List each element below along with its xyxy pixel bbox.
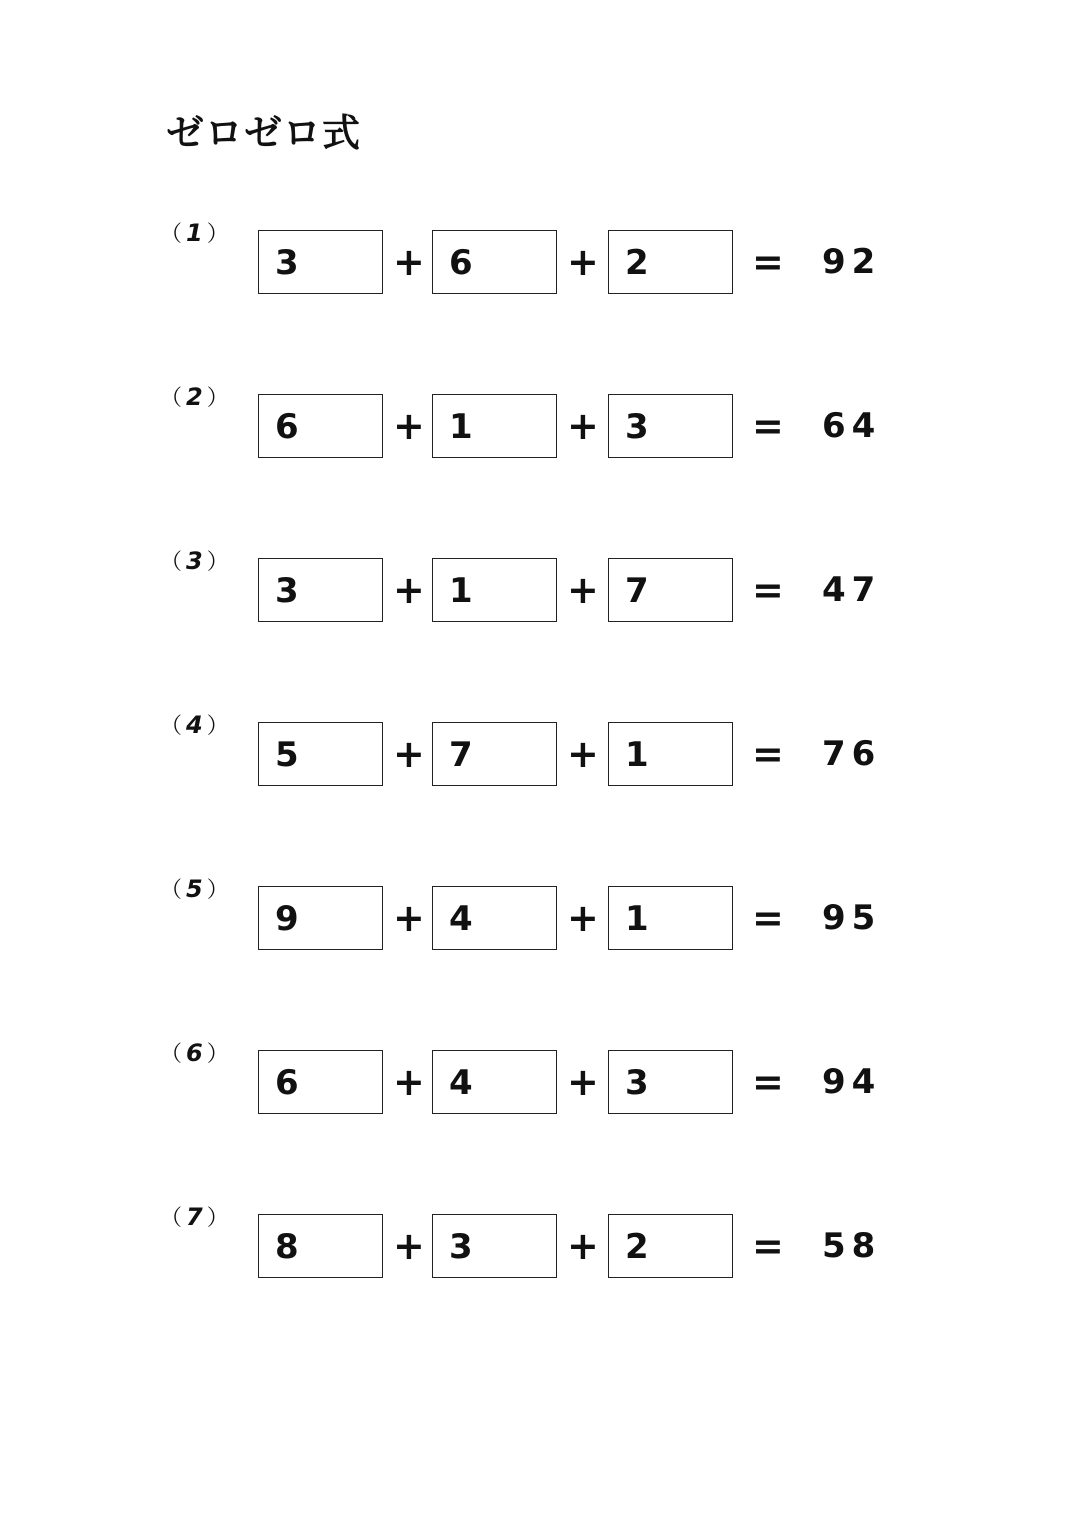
open-paren: （ [160,1206,183,1231]
equals-sign: = [752,1224,784,1268]
open-paren: （ [160,550,183,575]
problem-row [0,710,1086,790]
close-paren: ） [206,1042,229,1067]
problem-number-value: 5 [186,875,203,903]
answer-box-2[interactable] [432,886,557,950]
equals-sign: = [752,568,784,612]
box-value: 2 [625,243,649,283]
box-value: 7 [449,735,473,775]
problem-number [160,382,229,414]
box-value: 2 [625,1227,649,1267]
open-paren: （ [160,386,183,411]
box-value: 4 [449,1063,473,1103]
problem-number-value: 7 [186,1203,203,1231]
target-result: 76 [822,734,882,774]
answer-box-2[interactable] [432,1050,557,1114]
open-paren: （ [160,1042,183,1067]
problem-number-value: 2 [186,383,203,411]
answer-box-3[interactable] [608,230,733,294]
open-paren: （ [160,222,183,247]
answer-box-1[interactable] [258,394,383,458]
problem-number [160,546,229,578]
close-paren: ） [206,878,229,903]
open-paren: （ [160,714,183,739]
equals-sign: = [752,732,784,776]
plus-sign: + [567,896,599,940]
target-result: 95 [822,898,882,938]
answer-box-1[interactable] [258,230,383,294]
box-value: 1 [449,407,473,447]
target-result: 47 [822,570,882,610]
answer-box-1[interactable] [258,886,383,950]
problem-number [160,1038,229,1070]
answer-box-3[interactable] [608,394,733,458]
answer-box-2[interactable] [432,1214,557,1278]
answer-box-1[interactable] [258,1050,383,1114]
problem-row [0,1202,1086,1282]
plus-sign: + [393,240,425,284]
target-result: 92 [822,242,882,282]
problem-number-value: 6 [186,1039,203,1067]
close-paren: ） [206,222,229,247]
problem-number-value: 3 [186,547,203,575]
answer-box-3[interactable] [608,1214,733,1278]
answer-box-2[interactable] [432,230,557,294]
box-value: 9 [275,899,299,939]
answer-box-2[interactable] [432,394,557,458]
box-value: 3 [449,1227,473,1267]
box-value: 3 [625,1063,649,1103]
close-paren: ） [206,714,229,739]
problem-number [160,874,229,906]
problem-row [0,1038,1086,1118]
answer-box-3[interactable] [608,886,733,950]
answer-box-3[interactable] [608,1050,733,1114]
equals-sign: = [752,404,784,448]
plus-sign: + [567,404,599,448]
problem-row [0,218,1086,298]
close-paren: ） [206,1206,229,1231]
problem-number-value: 4 [186,711,203,739]
equals-sign: = [752,896,784,940]
target-result: 64 [822,406,882,446]
close-paren: ） [206,386,229,411]
plus-sign: + [567,732,599,776]
worksheet-title: ゼロゼロ式 [166,111,362,155]
plus-sign: + [567,1224,599,1268]
answer-box-2[interactable] [432,722,557,786]
answer-box-2[interactable] [432,558,557,622]
equals-sign: = [752,1060,784,1104]
target-result: 94 [822,1062,882,1102]
problem-number-value: 1 [186,219,203,247]
box-value: 6 [275,407,299,447]
box-value: 7 [625,571,649,611]
answer-box-1[interactable] [258,722,383,786]
plus-sign: + [567,1060,599,1104]
box-value: 6 [449,243,473,283]
box-value: 8 [275,1227,299,1267]
problem-number [160,218,229,250]
answer-box-1[interactable] [258,1214,383,1278]
problem-number [160,1202,229,1234]
answer-box-3[interactable] [608,558,733,622]
box-value: 1 [625,735,649,775]
box-value: 3 [625,407,649,447]
problem-number [160,710,229,742]
plus-sign: + [393,568,425,612]
close-paren: ） [206,550,229,575]
plus-sign: + [567,568,599,612]
plus-sign: + [567,240,599,284]
problem-row [0,546,1086,626]
plus-sign: + [393,404,425,448]
box-value: 3 [275,571,299,611]
answer-box-3[interactable] [608,722,733,786]
equals-sign: = [752,240,784,284]
target-result: 58 [822,1226,882,1266]
plus-sign: + [393,1224,425,1268]
problem-row [0,382,1086,462]
plus-sign: + [393,1060,425,1104]
problem-row [0,874,1086,954]
plus-sign: + [393,896,425,940]
box-value: 1 [449,571,473,611]
box-value: 3 [275,243,299,283]
answer-box-1[interactable] [258,558,383,622]
box-value: 4 [449,899,473,939]
box-value: 1 [625,899,649,939]
open-paren: （ [160,878,183,903]
box-value: 6 [275,1063,299,1103]
box-value: 5 [275,735,299,775]
plus-sign: + [393,732,425,776]
